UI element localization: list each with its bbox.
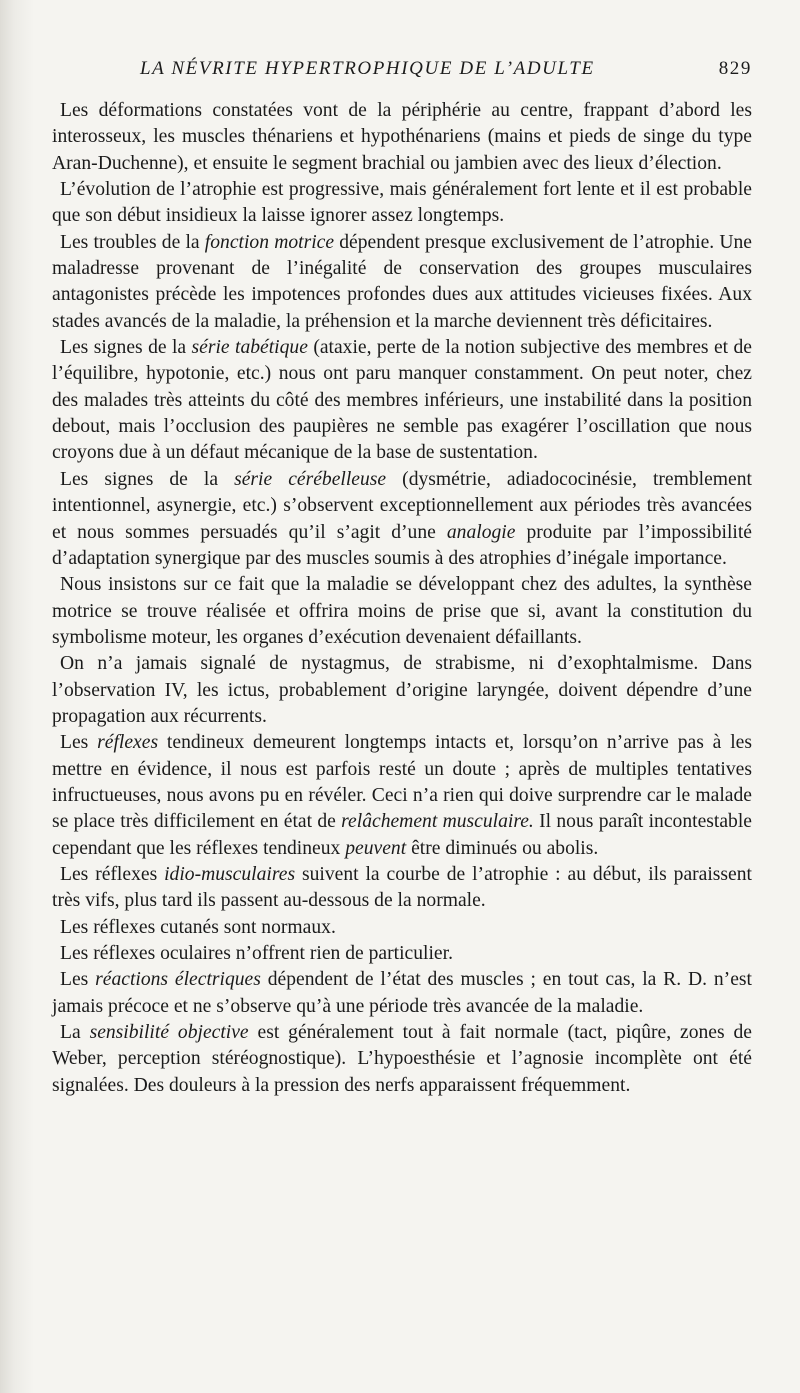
italic-term: fonction motrice [204,231,335,253]
text-run: Les réflexes [60,863,165,885]
text-run: Les troubles de la [60,231,205,253]
italic-term: relâchement musculaire. [341,811,534,833]
text-run: Il nous paraît incontestable cependant que les réflexes tendineux [52,811,752,859]
paragraph [52,730,752,862]
text-run: Les [60,732,98,754]
text-run: être diminués ou abolis. [406,837,599,859]
text-run: Les réflexes oculaires n’offrent rien de particulier. [60,943,453,964]
italic-term: série tabétique [191,337,308,359]
text-run: Les déformations constatées vont de la périphérie au centre, frappant d’abord les interosseux, les muscles thénariens et hypothénariens (mains et pieds de singe du type Aran-Duchenne), et ensuite le segment brachial ou jambien avec des lieux d’élection. [52,100,752,174]
paragraph [52,651,752,730]
text-run: Les signes de la [60,468,235,490]
text-run: Les signes de la [60,337,192,359]
running-title: LA NÉVRITE HYPERTROPHIQUE DE L’ADULTE [140,58,595,79]
text-run: Nous insistons sur ce fait que la maladie se développant chez des adultes, la synthèse motrice se trouve réalisée et offrira moins de prise que si, avant la constitution du symbolisme moteur, les organes d’exécution devenaient défaillants. [52,574,752,648]
italic-term: peuvent [345,837,407,859]
page-number: 829 [718,58,752,79]
italic-term: réflexes [97,732,159,754]
body-text [52,98,752,1099]
text-run: produite par l’impossibilité d’adaptation synergique par des muscles soumis à des atrophies d’inégale importance. [52,521,752,569]
text-run: tendineux demeurent longtemps intacts et, lorsqu’on n’arrive pas à les mettre en évidence, il nous est parfois resté un doute ; après de multiples tentatives infructueuses, nous avons pu en révéler. Ceci n’a rien qui doive surprendre car le malade se place très difficilement en état de [52,732,752,833]
paragraph [52,915,752,941]
italic-term: analogie [446,521,516,543]
text-run: L’évolution de l’atrophie est progressive, mais généralement fort lente et il est probable que son début insidieux la laisse ignorer assez longtemps. [52,179,752,227]
italic-term: idio-musculaires [164,863,296,885]
paragraph [52,967,752,1020]
paragraph [52,98,752,177]
text-run: La [60,1022,90,1044]
text-run: (ataxie, perte de la notion subjective des membres et de l’équilibre, hypotonie, etc.) nous ont paru manquer constamment. On peut noter, chez des malades très atteints du côté des membres inférieurs, une instabilité dans la position debout, mais l’occlusion des paupières ne semble pas exagérer l’oscillation que nous croyons due à un défaut mécanique de la base de sustentation. [52,337,752,464]
paragraph [52,177,752,230]
text-run: On n’a jamais signalé de nystagmus, de strabisme, ni d’exophtalmisme. Dans l’observation IV, les ictus, probablement d’origine laryngée, doivent dépendre d’une propagation aux récurrents. [52,653,752,727]
text-run: Les [60,969,96,991]
text-run: est généralement tout à fait normale (tact, piqûre, zones de Weber, perception stéréognostique). L’hypoesthésie et l’agnosie incomplète ont été signalées. Des douleurs à la pression des nerfs apparaissent fréquemment. [52,1022,752,1096]
paragraph [52,862,752,915]
italic-term: sensibilité objective [89,1022,249,1044]
text-run: dépendent presque exclusivement de l’atrophie. Une maladresse provenant de l’inégalité de conservation des groupes musculaires antagonistes précède les impotences profondes dues aux attitudes vicieuses fixées. Aux stades avancés de la maladie, la préhension et la marche deviennent très déficitaires. [52,231,752,332]
paragraph [52,1020,752,1099]
paragraph [52,467,752,572]
text-run: dépendent de l’état des muscles ; en tout cas, la R. D. n’est jamais précoce et ne s’observe qu’à une période très avancée de la maladie. [52,969,752,1017]
italic-term: série cérébelleuse [234,468,387,490]
page-header [52,58,752,88]
paragraph [52,335,752,467]
paragraph [52,572,752,651]
italic-term: réactions électriques [95,969,261,991]
paragraph [52,941,752,967]
text-run: Les réflexes cutanés sont normaux. [60,916,336,938]
text-run: suivent la courbe de l’atrophie : au début, ils paraissent très vifs, plus tard ils passent au-dessous de la normale. [52,863,752,912]
text-run: (dysmétrie, adiadococinésie, tremblement intentionnel, asynergie, etc.) s’observent exceptionnellement aux périodes très avancées et nous sommes persuadés qu’il s’agit d’une [52,468,752,543]
paragraph [52,230,752,335]
